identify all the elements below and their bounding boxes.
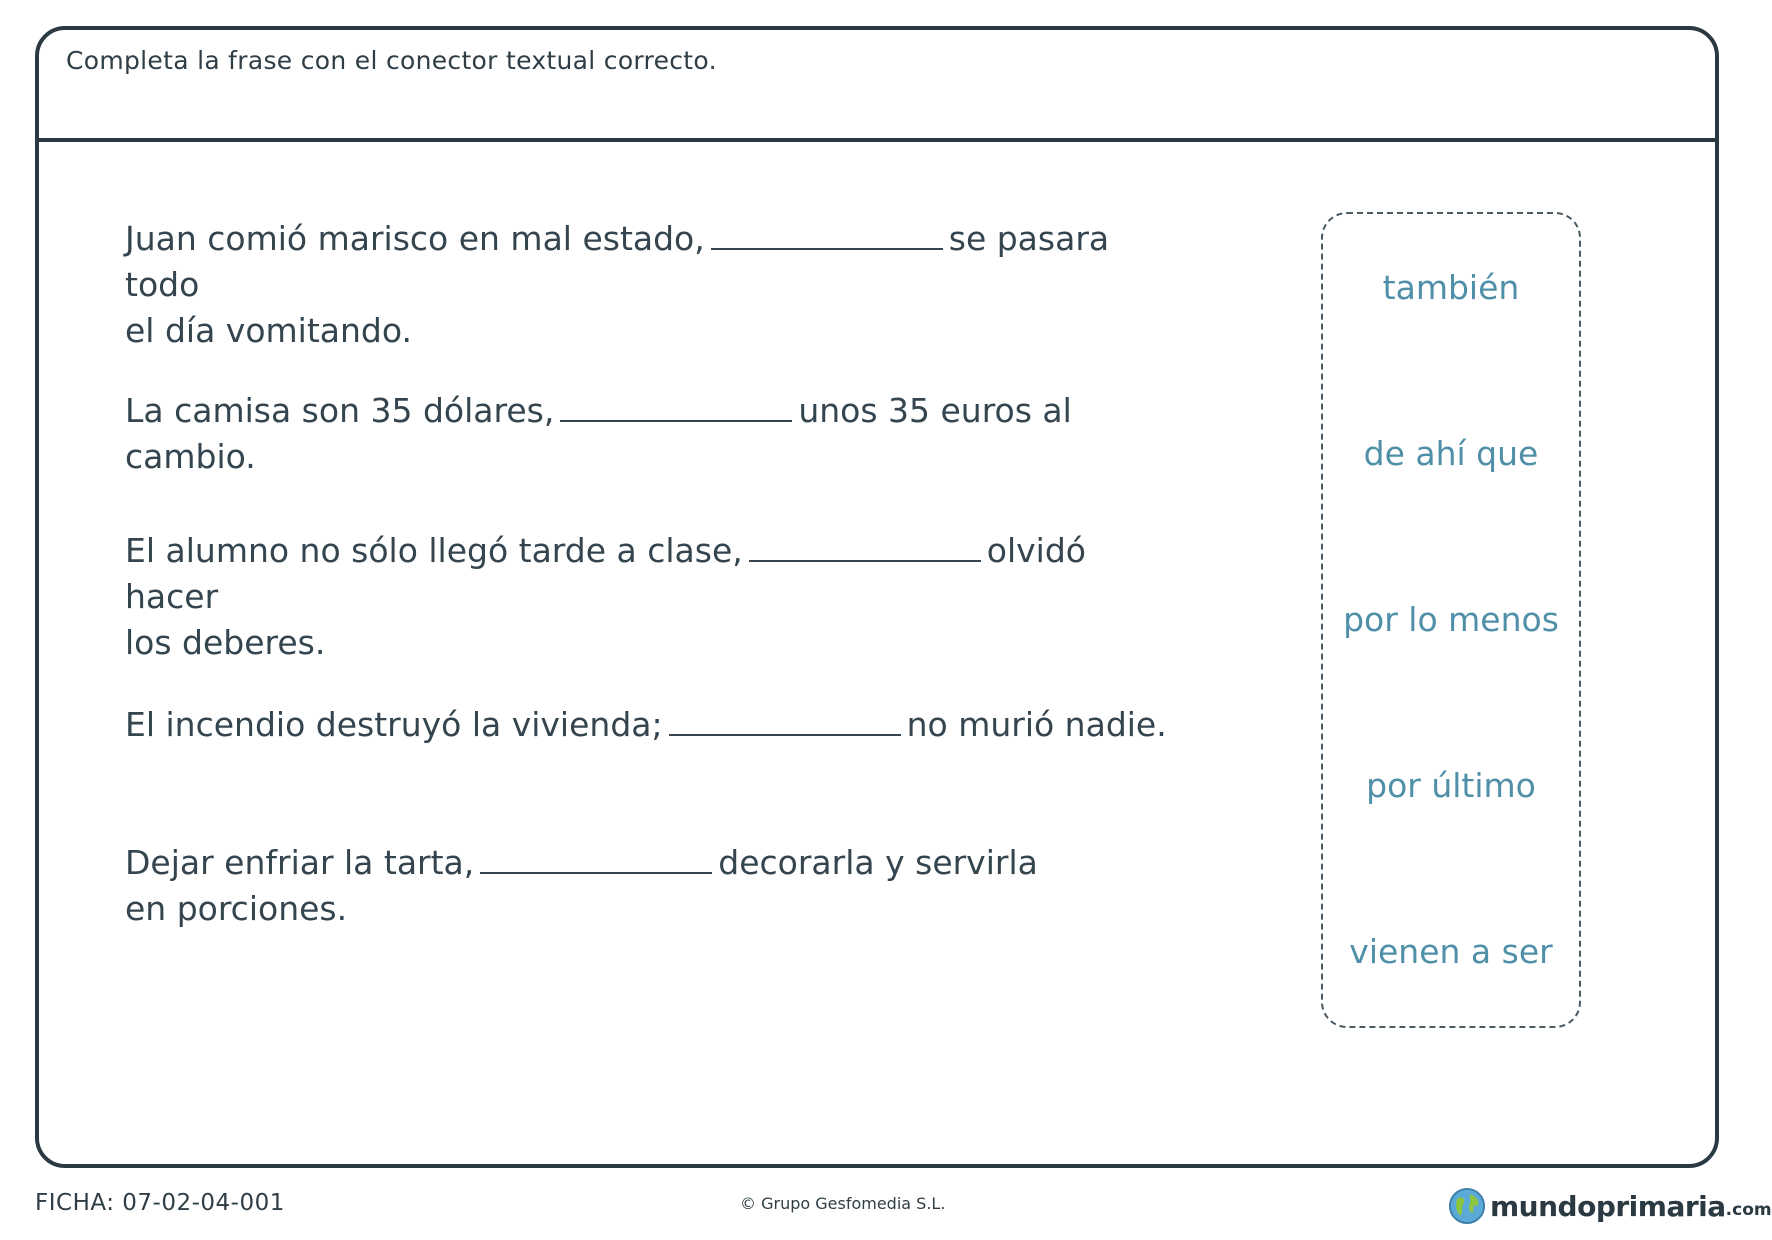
word-bank <box>1321 212 1581 1028</box>
answer-blank[interactable] <box>669 704 901 736</box>
instruction-text: Completa la frase con el conector textual correcto. <box>66 46 717 75</box>
site-logo[interactable] <box>1448 1184 1772 1228</box>
logo-name: mundoprimaria <box>1490 1189 1726 1223</box>
sentence-text-after: olvidó hacer <box>125 531 1086 616</box>
sentence-text-after: decorarla y servirla <box>718 843 1038 882</box>
word-bank-item[interactable]: de ahí que <box>1363 434 1539 473</box>
sentence-text-before: El incendio destruyó la vivienda; <box>125 705 663 744</box>
word-bank-item[interactable]: por lo menos <box>1343 600 1559 639</box>
logo-tld: .com <box>1725 1200 1772 1220</box>
sentence-text-line2: el día vomitando. <box>125 311 412 350</box>
answer-blank[interactable] <box>711 218 943 250</box>
sentence-text-before: La camisa son 35 dólares, <box>125 391 555 430</box>
sentence-2 <box>125 388 1185 480</box>
answer-blank[interactable] <box>480 842 712 874</box>
sentence-text-before: El alumno no sólo llegó tarde a clase, <box>125 531 743 570</box>
word-bank-item[interactable]: también <box>1382 268 1520 307</box>
sentence-text-line2: los deberes. <box>125 623 326 662</box>
sentence-text-before: Dejar enfriar la tarta, <box>125 843 475 882</box>
answer-blank[interactable] <box>560 390 792 422</box>
word-bank-item[interactable]: por último <box>1366 766 1536 805</box>
worksheet-code: FICHA: 07-02-04-001 <box>35 1190 285 1216</box>
sentence-3 <box>125 528 1185 666</box>
instruction-header <box>39 30 1715 142</box>
copyright-text: © Grupo Gesfomedia S.L. <box>740 1194 946 1213</box>
sentence-text-after: no murió nadie. <box>906 705 1167 744</box>
sentence-4 <box>125 702 1185 748</box>
sentence-text-line2: en porciones. <box>125 889 348 928</box>
sentence-1 <box>125 216 1185 354</box>
word-bank-item[interactable]: vienen a ser <box>1349 932 1553 971</box>
sentence-text-before: Juan comió marisco en mal estado, <box>125 219 705 258</box>
sentence-text-after: se pasara todo <box>125 219 1110 304</box>
sentence-text-after: unos 35 euros al cambio. <box>125 391 1072 476</box>
worksheet-frame <box>35 26 1719 1168</box>
answer-blank[interactable] <box>749 530 981 562</box>
globe-icon <box>1448 1187 1486 1225</box>
sentence-5 <box>125 840 1185 932</box>
